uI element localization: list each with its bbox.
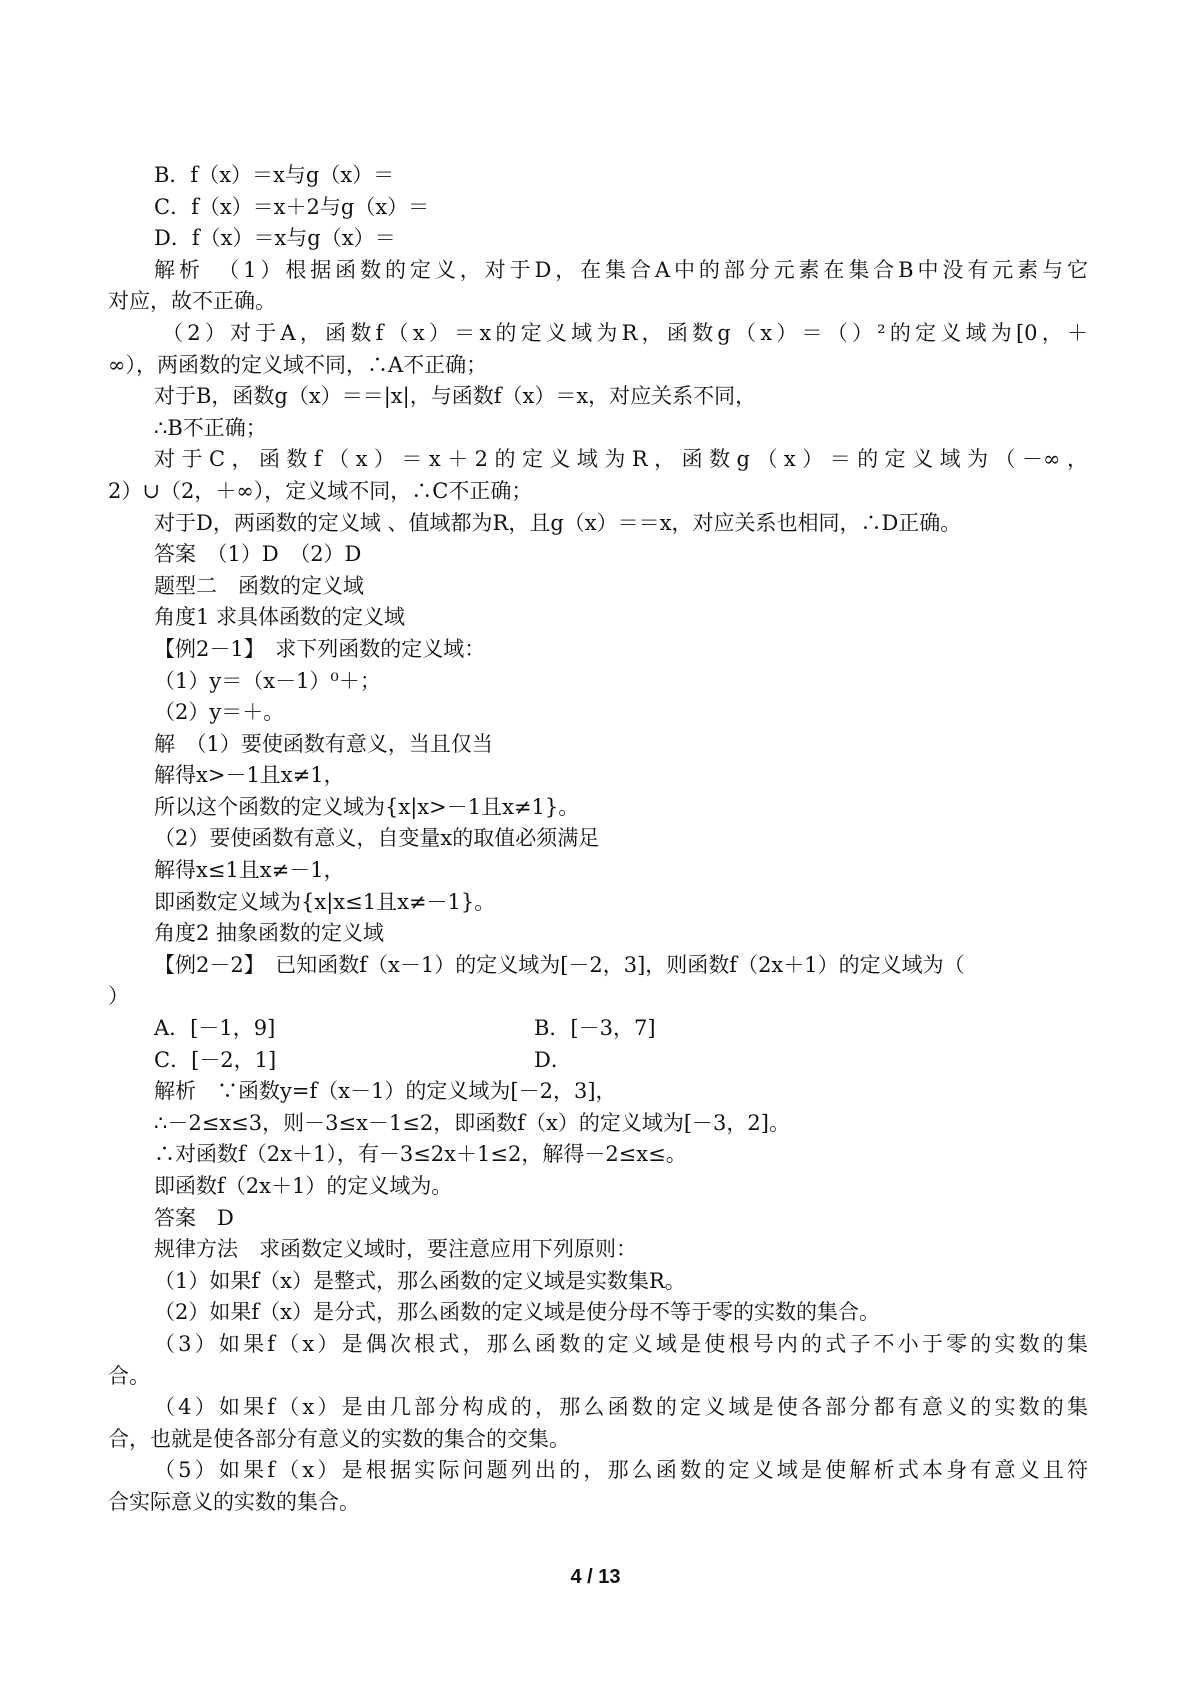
rule-5-cont: 合实际意义的实数的集合。 — [108, 1489, 360, 1514]
solution-line-4: （2）要使函数有意义，自变量x的取值必须满足 — [154, 826, 600, 851]
options-row-2 — [108, 1045, 1088, 1077]
option-b: B．[－3，7] — [534, 1016, 656, 1041]
document-body — [108, 160, 1088, 1519]
rule-1: （1）如果f（x）是整式，那么函数的定义域是实数集R。 — [154, 1268, 686, 1293]
method-heading: 规律方法 求函数定义域时，要注意应用下列原则： — [154, 1237, 637, 1262]
subsection-heading-1: 角度1 求具体函数的定义域 — [154, 605, 406, 630]
analysis2-line-3: ∴对函数f（2x＋1），有－3≤2x＋1≤2，解得－2≤x≤。 — [154, 1142, 687, 1167]
option-b-line: B．f（x）＝x与g（x）＝ — [154, 163, 395, 187]
analysis-line-1: 解析 （1）根据函数的定义，对于D，在集合A中的部分元素在集合B中没有元素与它 — [154, 257, 1088, 282]
rule-4-cont: 合，也就是使各部分有意义的实数的集合的交集。 — [108, 1426, 570, 1451]
rule-3-cont: 合。 — [108, 1363, 150, 1388]
analysis2-line-4: 即函数f（2x＋1）的定义域为。 — [154, 1174, 453, 1198]
rule-3: （3）如果f（x）是偶次根式，那么函数的定义域是使根号内的式子不小于零的实数的集 — [154, 1331, 1088, 1356]
example-2-2-title-cont: ） — [108, 984, 129, 1009]
analysis-line-3: （2）对于A，函数f（x）＝x的定义域为R，函数g（x）＝（）²的定义域为[0，＋ — [162, 320, 1088, 345]
answer2-line: 答案 D — [154, 1205, 234, 1230]
page-number: 4 / 13 — [570, 1566, 621, 1588]
analysis2-line-2: ∴－2≤x≤3，则－3≤x－1≤2，即函数f（x）的定义域为[－3，2]。 — [154, 1110, 790, 1135]
analysis-line-4: ∞），两函数的定义域不同，∴A不正确； — [108, 352, 488, 377]
section-heading: 题型二 函数的定义域 — [154, 573, 364, 598]
example-2-1-item-2: （2）y＝＋。 — [154, 700, 285, 725]
example-2-1-title: 【例2－1】 求下列函数的定义域： — [154, 636, 486, 661]
analysis-line-5: 对于B，函数g（x）＝＝|x|，与函数f（x）＝x，对应关系不同， — [154, 384, 757, 409]
option-a: A．[－1，9] — [154, 1016, 276, 1041]
option-d-line: D．f（x）＝x与g（x）＝ — [154, 226, 396, 251]
solution-line-1: 解 （1）要使函数有意义，当且仅当 — [154, 731, 493, 756]
option-c: C．[－2，1] — [154, 1047, 277, 1072]
options-row-1 — [108, 1013, 1088, 1045]
analysis-line-2: 对应，故不正确。 — [108, 289, 276, 314]
analysis-line-8: 2）∪（2，＋∞），定义域不同，∴C不正确； — [108, 478, 533, 503]
analysis-line-6: ∴B不正确； — [154, 415, 267, 440]
solution-line-6: 即函数定义域为{x|x≤1且x≠－1}。 — [154, 889, 496, 914]
analysis2-line-1: 解析 ∵函数y=f（x－1）的定义域为[－2，3]， — [154, 1079, 617, 1104]
answer-line: 答案 （1）D （2）D — [154, 542, 362, 567]
analysis-line-9: 对于D，两函数的定义域 、值域都为R，且g（x）＝＝x，对应关系也相同，∴D正确。 — [154, 510, 962, 535]
solution-line-2: 解得x>－1且x≠1， — [154, 763, 345, 788]
option-d: D． — [534, 1047, 572, 1072]
option-c-line: C．f（x）＝x＋2与g（x）＝ — [154, 194, 430, 219]
example-2-1-item-1: （1）y＝（x－1）⁰＋； — [154, 668, 381, 693]
subsection-heading-2: 角度2 抽象函数的定义域 — [154, 921, 385, 946]
example-2-2-title: 【例2－2】 已知函数f（x－1）的定义域为[－2，3]，则函数f（2x＋1）的定义域为（ — [154, 952, 965, 977]
rule-5: （5）如果f（x）是根据实际问题列出的，那么函数的定义域是使解析式本身有意义且符 — [154, 1458, 1088, 1483]
rule-2: （2）如果f（x）是分式，那么函数的定义域是使分母不等于零的实数的集合。 — [154, 1300, 880, 1325]
solution-line-3: 所以这个函数的定义域为{x|x>－1且x≠1}。 — [154, 794, 580, 819]
rule-4: （4）如果f（x）是由几部分构成的，那么函数的定义域是使各部分都有意义的实数的集 — [154, 1395, 1088, 1420]
solution-line-5: 解得x≤1且x≠－1， — [154, 858, 345, 883]
analysis-line-7: 对于C，函数f（x）＝x＋2的定义域为R，函数g（x）＝的定义域为（－∞， — [154, 447, 1088, 472]
